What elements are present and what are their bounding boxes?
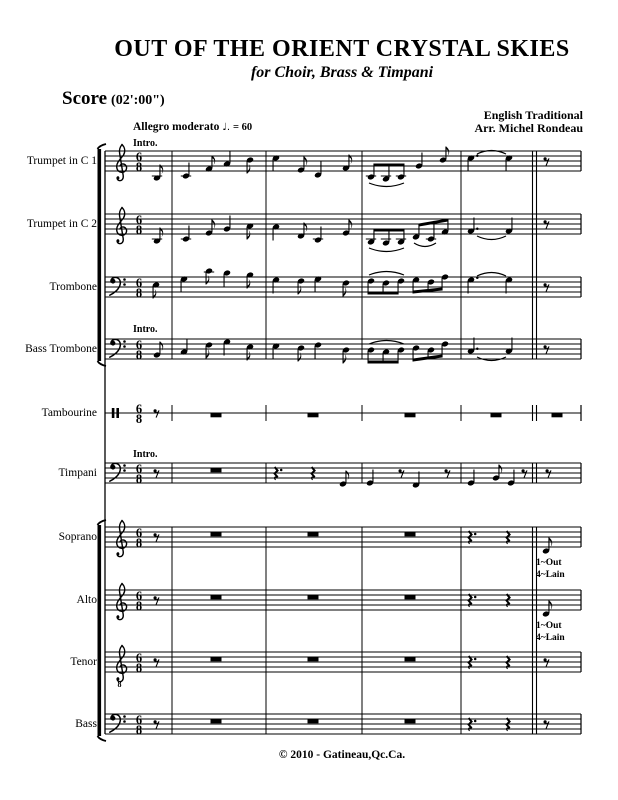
staff-trumpet-in-c-2	[105, 208, 581, 252]
staff-timpani	[105, 462, 581, 489]
staff-soprano	[105, 521, 581, 557]
instrument-label-tambourine: Tambourine	[41, 407, 97, 419]
svg-text:8: 8	[135, 660, 143, 675]
svg-text:6: 6	[135, 401, 143, 416]
staff-alto	[105, 584, 581, 620]
tempo-text: Allegro moderato	[133, 121, 220, 133]
intro-label-timpani: Intro.	[133, 449, 158, 460]
credit-arranger: Arr. Michel Rondeau	[474, 120, 583, 135]
svg-text:8: 8	[135, 598, 143, 613]
svg-text:6: 6	[135, 212, 143, 227]
instrument-label-trumpet2: Trumpet in C 2	[26, 218, 97, 230]
svg-text:6: 6	[135, 275, 143, 290]
lyric-soprano-line2: 4~Lain	[536, 570, 565, 580]
intro-label-bass-trombone: Intro.	[133, 324, 158, 335]
svg-text:6: 6	[135, 525, 143, 540]
instrument-label-tenor: Tenor	[70, 656, 97, 668]
svg-text:8: 8	[135, 285, 143, 300]
svg-text:6: 6	[135, 650, 143, 665]
instrument-label-bass: Bass	[75, 718, 97, 730]
lyric-soprano-line1: 1~Out	[536, 558, 562, 568]
svg-text:8: 8	[135, 535, 143, 550]
lyric-alto-line2: 4~Lain	[536, 633, 565, 643]
svg-text:6: 6	[135, 149, 143, 164]
instrument-label-bass-trombone: Bass Trombone	[25, 343, 97, 355]
svg-text:8: 8	[117, 680, 122, 689]
svg-text:6: 6	[135, 337, 143, 352]
copyright-line: © 2010 - Gatineau,Qc.Ca.	[278, 749, 406, 761]
svg-text:6: 6	[135, 712, 143, 727]
svg-text:6: 6	[135, 588, 143, 603]
instrument-label-trumpet1: Trumpet in C 1	[26, 155, 97, 167]
score-label: Score	[62, 88, 108, 109]
svg-text:8: 8	[135, 159, 143, 174]
page-title: OUT OF THE ORIENT CRYSTAL SKIES	[114, 36, 570, 62]
svg-text:6: 6	[135, 461, 143, 476]
svg-text:8: 8	[135, 471, 143, 486]
staff-bass	[105, 713, 581, 737]
svg-text:8: 8	[135, 722, 143, 737]
tempo-value: = 60	[233, 122, 253, 133]
instrument-label-alto: Alto	[76, 594, 97, 606]
staff-tenor	[105, 646, 581, 690]
staff-tambourine	[105, 402, 581, 426]
svg-text:8: 8	[135, 411, 143, 426]
credit-tradition: English Traditional	[483, 108, 583, 122]
instrument-label-trombone: Trombone	[49, 281, 97, 293]
staff-trumpet-in-c-1	[105, 145, 581, 187]
score-duration: (02':00")	[111, 93, 165, 108]
instrument-label-soprano: Soprano	[58, 531, 97, 543]
staff-trombone	[105, 268, 581, 300]
staff-bass-trombone	[105, 338, 581, 364]
intro-label-trumpet1: Intro.	[133, 138, 158, 149]
svg-text:8: 8	[135, 222, 143, 237]
page-subtitle: for Choir, Brass & Timpani	[250, 64, 434, 81]
lyric-alto-line1: 1~Out	[536, 621, 562, 631]
dotted-quarter-note-glyph: ♩.	[222, 122, 231, 133]
svg-text:8: 8	[135, 347, 143, 362]
instrument-label-timpani: Timpani	[58, 467, 97, 479]
